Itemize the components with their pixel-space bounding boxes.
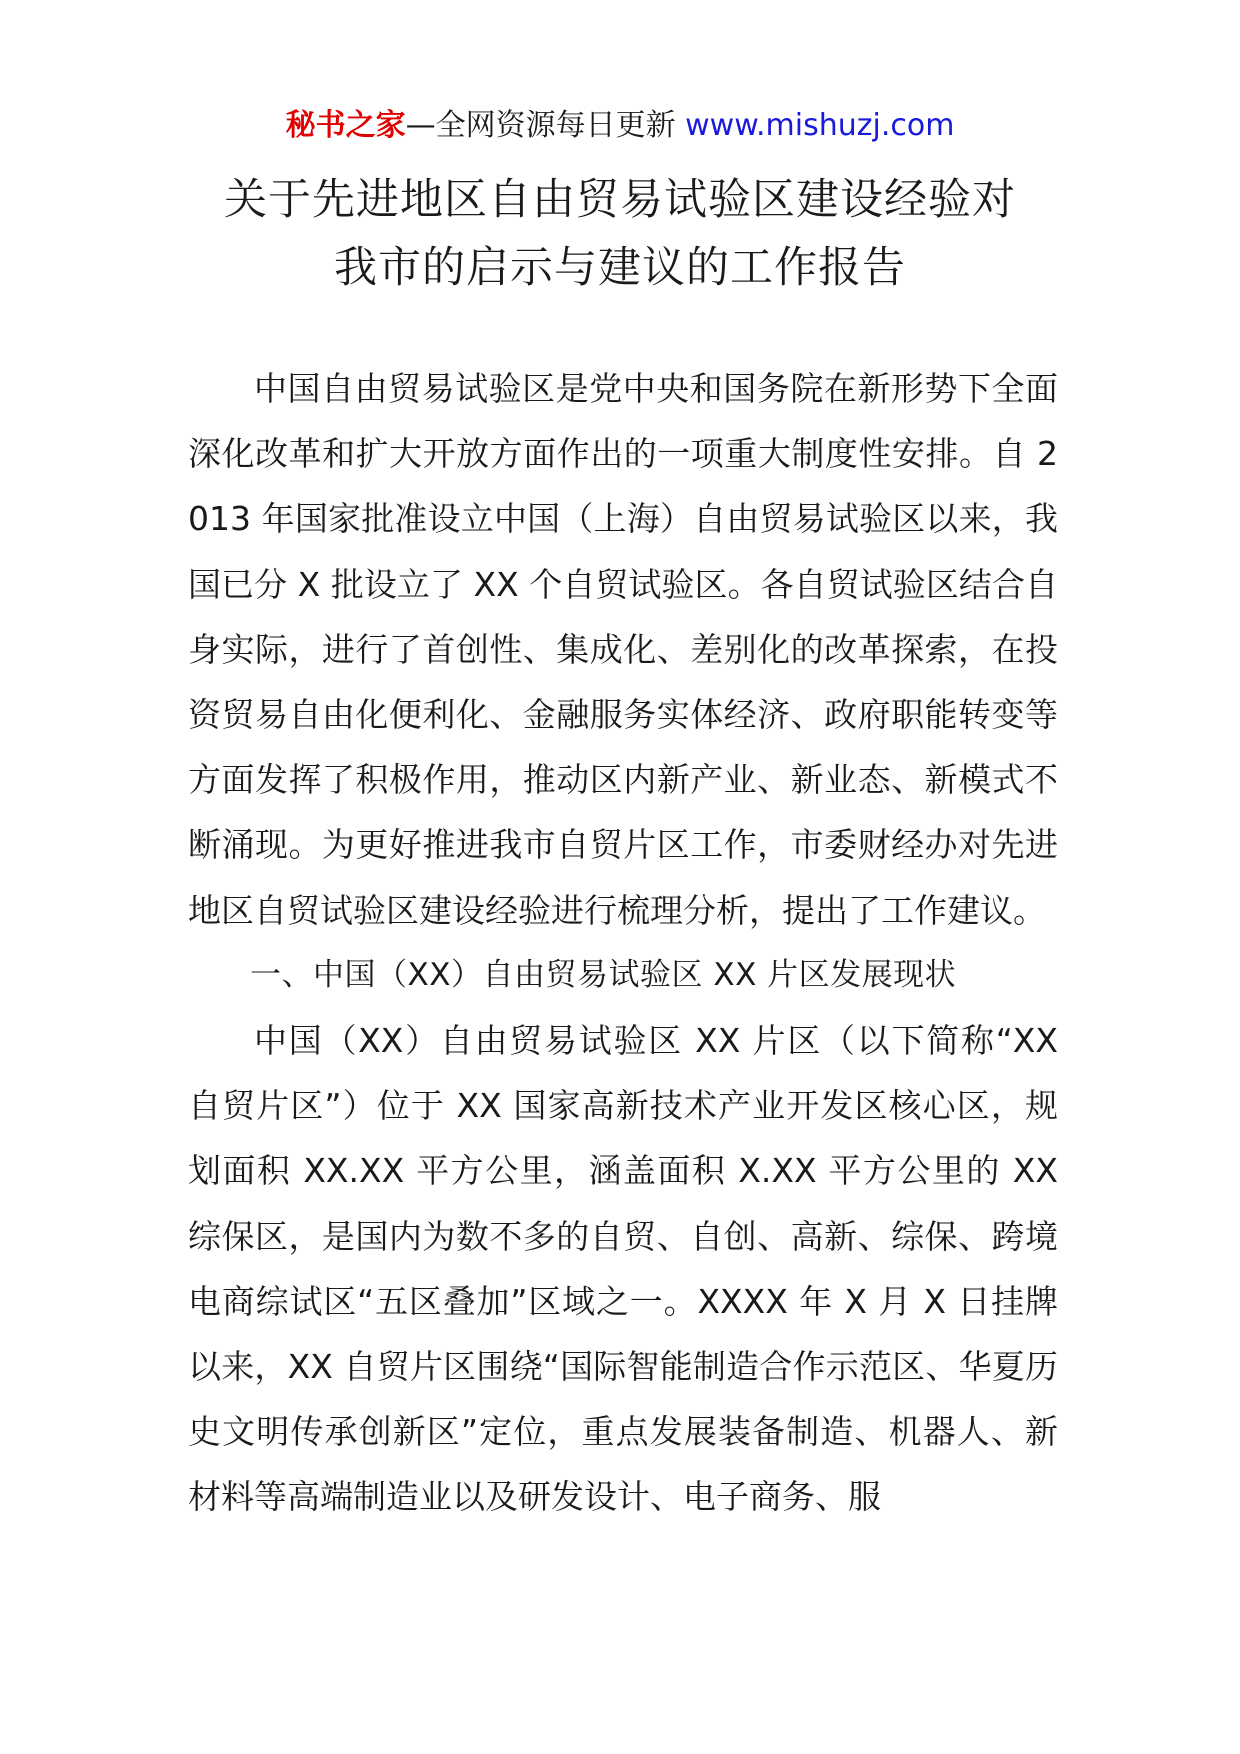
header-tagline: —全网资源每日更新 [405, 108, 676, 143]
site-header [0, 104, 1240, 148]
brand-name: 秘书之家 [285, 108, 406, 143]
site-url-link[interactable]: www.mishuzj.com [685, 108, 955, 143]
section-1-paragraph: 中国（XX）自由贸易试验区 XX 片区（以下简称“XX 自贸片区”）位于 XX 国家高新技术产业开发区核心区，规划面积 XX.XX 平方公里，涵盖面积 X.XX 平方公里的 XX 综保区，是国内为数不多的自贸、自创、高新、综保、跨境电商综试区“五区叠加”区域之一。XXXX 年 X 月 X 日挂牌以来，XX 自贸片区围绕“国际智能制造合作示范区、华夏历史文明传承创新区”定位，重点发展装备制造、机器人、新材料等高端制造业以及研发设计、电子商务、服 [188, 1021, 1058, 1517]
document-title [150, 166, 1090, 302]
document-body [188, 356, 1058, 1530]
intro-paragraph: 中国自由贸易试验区是党中央和国务院在新形势下全面深化改革和扩大开放方面作出的一项重大制度性安排。自 2013 年国家批准设立中国（上海）自由贸易试验区以来，我国已分 X 批设立了 XX 个自贸试验区。各自贸试验区结合自身实际，进行了首创性、集成化、差别化的改革探索，在投资贸易自由化便利化、金融服务实体经济、政府职能转变等方面发挥了积极作用，推动区内新产业、新业态、新模式不断涌现。为更好推进我市自贸片区工作，市委财经办对先进地区自贸试验区建设经验进行梳理分析，提出了工作建议。 [188, 369, 1058, 930]
title-line-2: 我市的启示与建议的工作报告 [334, 243, 906, 293]
section-heading-1: 一、中国（XX）自由贸易试验区 XX 片区发展现状 [250, 956, 957, 993]
title-line-1: 关于先进地区自由贸易试验区建设经验对 [224, 175, 1016, 225]
